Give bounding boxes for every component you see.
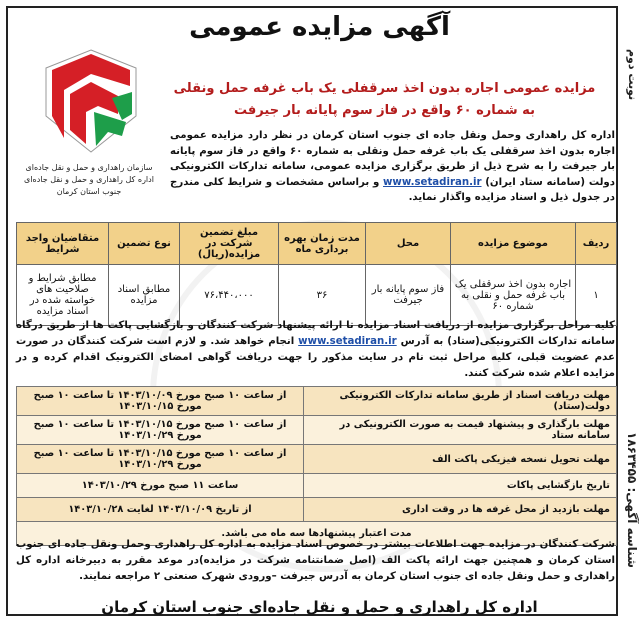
table-cell: اجاره بدون اخذ سرقفلی یک باب غرفه حمل و نقلی به شماره ۶۰ — [451, 265, 576, 326]
table-cell: مطابق شرایط و صلاحیت های خواسته شده در اسناد مزایده — [17, 265, 109, 326]
schedule-label: مهلت بارگذاری و پیشنهاد قیمت به صورت الکترونیکی در سامانه ستاد — [304, 416, 617, 445]
logo-caption: سازمان راهداری و حمل و نقل جاده‌ای اداره کل راهداری و حمل و نقل جاده‌ای جنوب استان کرمان — [24, 163, 154, 196]
col-header: محل — [366, 223, 451, 265]
table-cell: ۳۶ — [279, 265, 366, 326]
schedule-value: از ساعت ۱۰ صبح مورخ ۱۴۰۳/۱۰/۰۹ تا ساعت ۱۰ صبح مورخ ۱۴۰۳/۱۰/۱۵ — [17, 387, 304, 416]
rahdari-logo-icon — [36, 46, 146, 156]
table-row — [17, 445, 617, 474]
schedule-value: از ساعت ۱۰ صبح مورخ ۱۴۰۳/۱۰/۱۵ تا ساعت ۱۰ صبح مورخ ۱۴۰۳/۱۰/۲۹ — [17, 416, 304, 445]
col-header: متقاضیان واجد شرایط — [17, 223, 109, 265]
intro-text-2: و براساس مشخصات و شرایط کلی مندرج در جدول ذیل و اسناد مزایده واگذار نماید. — [170, 176, 615, 203]
intro-text-1: اداره کل راهداری وحمل ونقل جاده ای جنوب استان کرمان در نظر دارد مزایده عمومی اجاره بدون اخذ سرقفلی یک باب غرفه حمل ونقلی به شماره ۶۰ واقع در فاز سوم پایانه بار جیرفت را به شرح ذیل از طریق برگزاری مزایده عمومی، سامانه تدارکات الکترونیکی دولت (سامانه ستاد ایران) — [170, 130, 615, 188]
schedule-value: ساعت ۱۱ صبح مورخ ۱۴۰۳/۱۰/۲۹ — [17, 474, 304, 498]
subtitle-line-1: مزایده عمومی اجاره بدون اخذ سرقفلی یک باب غرفه حمل ونقلی — [173, 81, 596, 96]
schedule-label: مهلت بازدید از محل غرفه ها در وقت اداری — [304, 498, 617, 522]
intro-paragraph — [170, 128, 615, 206]
auction-table-header — [17, 223, 617, 265]
procedure-text-1: کلیه مراحل برگزاری مزایده از دریافت اسناد مزایده تا ارائه پیشنهاد شرکت کنندگان و بازگشایی پاکت ها از طریق درگاه سامانه تدارکات الکترونیکی(ستاد) به آدرس — [16, 320, 616, 347]
table-cell: ۱ — [576, 265, 617, 326]
col-header: موضوع مزایده — [451, 223, 576, 265]
schedule-label: مهلت دریافت اسناد از طریق سامانه تدارکات الکترونیکی دولت(ستاد) — [304, 387, 617, 416]
footer-org-name: اداره کل راهداری و حمل و نقل جاده‌ای جنوب استان کرمان — [101, 598, 538, 616]
notice-subtitle — [170, 78, 599, 122]
page-title: آگهی مزایده عمومی — [189, 12, 450, 42]
validity-note: مدت اعتبار پیشنهادها سه ماه می باشد. — [17, 522, 617, 546]
schedule-label: مهلت تحویل نسخه فیزیکی پاکت الف — [304, 445, 617, 474]
table-cell: ۷۶،۴۴۰،۰۰۰ — [180, 265, 279, 326]
table-cell: فاز سوم پایانه بار جیرفت — [366, 265, 451, 326]
side-label-shenase: شناسه آگهی: ۱۸۶۳۴۵۵ — [625, 432, 639, 568]
table-row — [17, 387, 617, 416]
col-header: نوع تضمین — [109, 223, 180, 265]
setad-link[interactable]: www.setadiran.ir — [383, 176, 482, 188]
subtitle-line-2: به شماره ۶۰ واقع در فاز سوم پایانه بار جیرفت — [234, 103, 535, 118]
setad-link-2[interactable]: www.setadiran.ir — [298, 336, 397, 347]
contact-paragraph: شرکت کنندگان در مزایده جهت اطلاعات بیشتر در خصوص اسناد مزایده به اداره کل راهداری وحمل ونقل جاده ای جنوب استان کرمان و همچنین جهت ارائه پاکت الف (اصل ضمانتنامه شرکت در مزایده)در موعد مقرر به دبیرخانه اداره کل راهداری و حمل ونقل جاده ای جنوب استان کرمان به آدرس جیرفت –ورودی شهرک صنعتی ۲ مراجعه نمایند. — [16, 539, 615, 582]
side-label-nobat: نوبت دوم — [626, 49, 639, 101]
procedure-paragraph — [16, 318, 615, 382]
col-header: مبلغ تضمین شرکت در مزایده(ریال) — [180, 223, 279, 265]
table-row — [17, 265, 617, 326]
auction-table — [16, 222, 617, 326]
col-header: ردیف — [576, 223, 617, 265]
procedure-text-2: انجام خواهد شد. و لازم است شرکت کنندگان در صورت عدم عضویت قبلی، کلیه مراحل ثبت نام در سایت مذکور را جهت دریافت گواهی امضای الکترونیک اقدام کرده و در مزایده اعلام شده شرکت کنند. — [16, 336, 615, 379]
table-cell: مطابق اسناد مزایده — [109, 265, 180, 326]
table-row — [17, 474, 617, 498]
col-header: مدت زمان بهره برداری ماه — [279, 223, 366, 265]
schedule-value: از ساعت ۱۰ صبح مورخ ۱۴۰۳/۱۰/۱۵ تا ساعت ۱۰ صبح مورخ ۱۴۰۳/۱۰/۲۹ — [17, 445, 304, 474]
table-row — [17, 498, 617, 522]
schedule-label: تاریخ بازگشایی پاکات — [304, 474, 617, 498]
table-row — [17, 416, 617, 445]
schedule-table — [16, 386, 617, 546]
schedule-value: از تاریخ ۱۴۰۳/۱۰/۰۹ لغایت ۱۴۰۳/۱۰/۲۸ — [17, 498, 304, 522]
